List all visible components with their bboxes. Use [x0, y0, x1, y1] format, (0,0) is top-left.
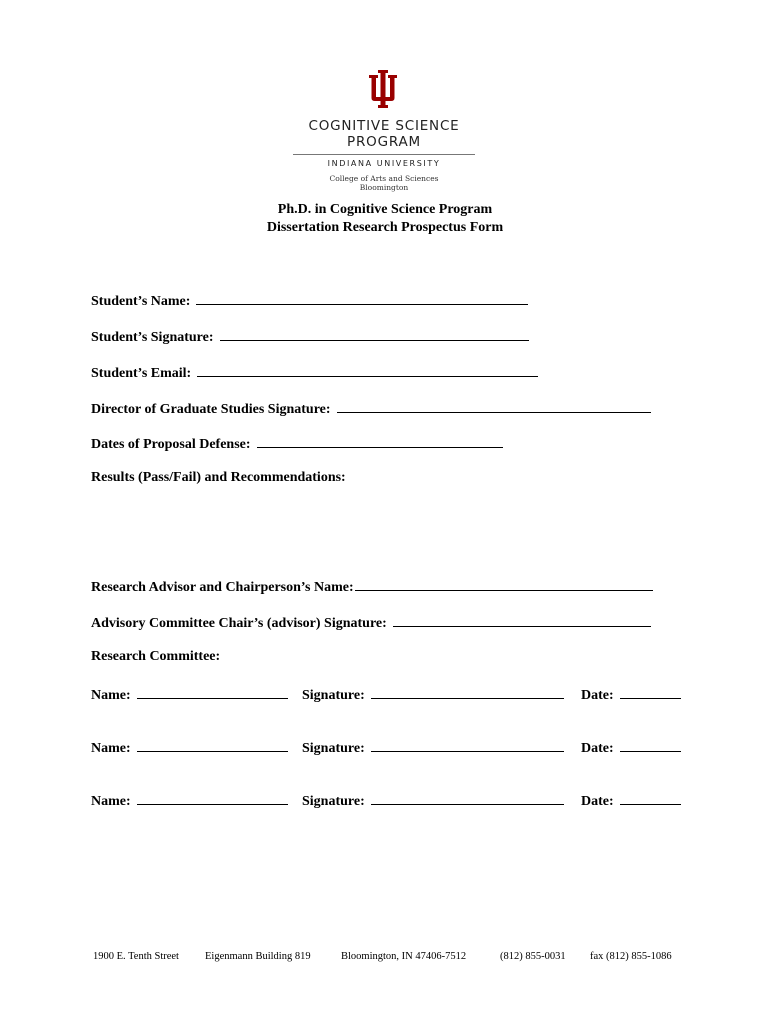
committee-date-blank[interactable]	[620, 684, 681, 699]
committee-date-field	[581, 790, 681, 811]
committee-date-blank[interactable]	[620, 737, 681, 752]
committee-date-field	[581, 737, 681, 758]
student-name-field	[91, 290, 528, 308]
committee-row	[91, 684, 691, 702]
results-heading: Results (Pass/Fail) and Recommendations:	[91, 470, 346, 485]
committee-date-label: Date:	[581, 688, 614, 703]
logo-university: INDIANA UNIVERSITY	[327, 159, 441, 168]
committee-date-label: Date:	[581, 741, 614, 756]
logo-campus: Bloomington	[359, 183, 409, 192]
committee-row	[91, 737, 691, 755]
logo-title-line1: COGNITIVE SCIENCE	[308, 118, 460, 134]
footer-phone: (812) 855-0031	[500, 951, 566, 962]
advisor-name-field	[91, 576, 653, 594]
committee-signature-label: Signature:	[302, 688, 365, 703]
advisor-signature-field	[91, 612, 651, 630]
research-committee-heading: Research Committee:	[91, 649, 221, 664]
advisor-signature-blank[interactable]	[393, 612, 651, 627]
form-title: Ph.D. in Cognitive Science Program	[277, 202, 493, 217]
advisor-signature-label: Advisory Committee Chair’s (advisor) Signature:	[91, 616, 387, 631]
form-subtitle: Dissertation Research Prospectus Form	[266, 220, 504, 235]
student-name-label: Student’s Name:	[91, 294, 191, 309]
footer-fax: fax (812) 855-1086	[590, 951, 672, 962]
logo-title-line2: PROGRAM	[347, 134, 421, 150]
footer-building: Eigenmann Building 819	[205, 951, 311, 962]
committee-signature-blank[interactable]	[371, 790, 564, 805]
committee-row	[91, 790, 691, 808]
committee-name-blank[interactable]	[137, 737, 288, 752]
student-signature-label: Student’s Signature:	[91, 330, 214, 345]
student-email-blank[interactable]	[197, 362, 538, 377]
logo-divider	[293, 154, 475, 155]
student-name-blank[interactable]	[196, 290, 528, 305]
page-footer	[0, 951, 770, 967]
student-signature-field	[91, 326, 529, 344]
proposal-dates-blank[interactable]	[257, 433, 503, 448]
student-email-field	[91, 362, 538, 380]
committee-name-label: Name:	[91, 688, 131, 703]
advisor-name-label: Research Advisor and Chairperson’s Name:	[91, 580, 354, 595]
student-email-label: Student’s Email:	[91, 366, 192, 381]
dgs-signature-label: Director of Graduate Studies Signature:	[91, 402, 331, 417]
committee-name-field	[91, 790, 288, 811]
committee-date-blank[interactable]	[620, 790, 681, 805]
committee-date-label: Date:	[581, 794, 614, 809]
advisor-name-blank[interactable]	[355, 576, 653, 591]
logo-college: College of Arts and Sciences	[329, 174, 439, 183]
dgs-signature-field	[91, 398, 651, 416]
committee-name-blank[interactable]	[137, 684, 288, 699]
program-logo	[293, 70, 475, 194]
committee-signature-blank[interactable]	[371, 684, 564, 699]
committee-name-label: Name:	[91, 794, 131, 809]
committee-date-field	[581, 684, 681, 705]
footer-street: 1900 E. Tenth Street	[93, 951, 179, 962]
committee-signature-field	[302, 684, 564, 705]
committee-signature-label: Signature:	[302, 794, 365, 809]
committee-name-field	[91, 684, 288, 705]
student-signature-blank[interactable]	[220, 326, 529, 341]
committee-name-field	[91, 737, 288, 758]
footer-city: Bloomington, IN 47406-7512	[341, 951, 467, 962]
proposal-dates-field	[91, 433, 503, 451]
committee-signature-field	[302, 790, 564, 811]
proposal-dates-label: Dates of Proposal Defense:	[91, 437, 251, 452]
iu-trident-icon	[367, 70, 399, 108]
dgs-signature-blank[interactable]	[337, 398, 651, 413]
committee-signature-blank[interactable]	[371, 737, 564, 752]
committee-name-label: Name:	[91, 741, 131, 756]
committee-signature-field	[302, 737, 564, 758]
committee-signature-label: Signature:	[302, 741, 365, 756]
committee-name-blank[interactable]	[137, 790, 288, 805]
